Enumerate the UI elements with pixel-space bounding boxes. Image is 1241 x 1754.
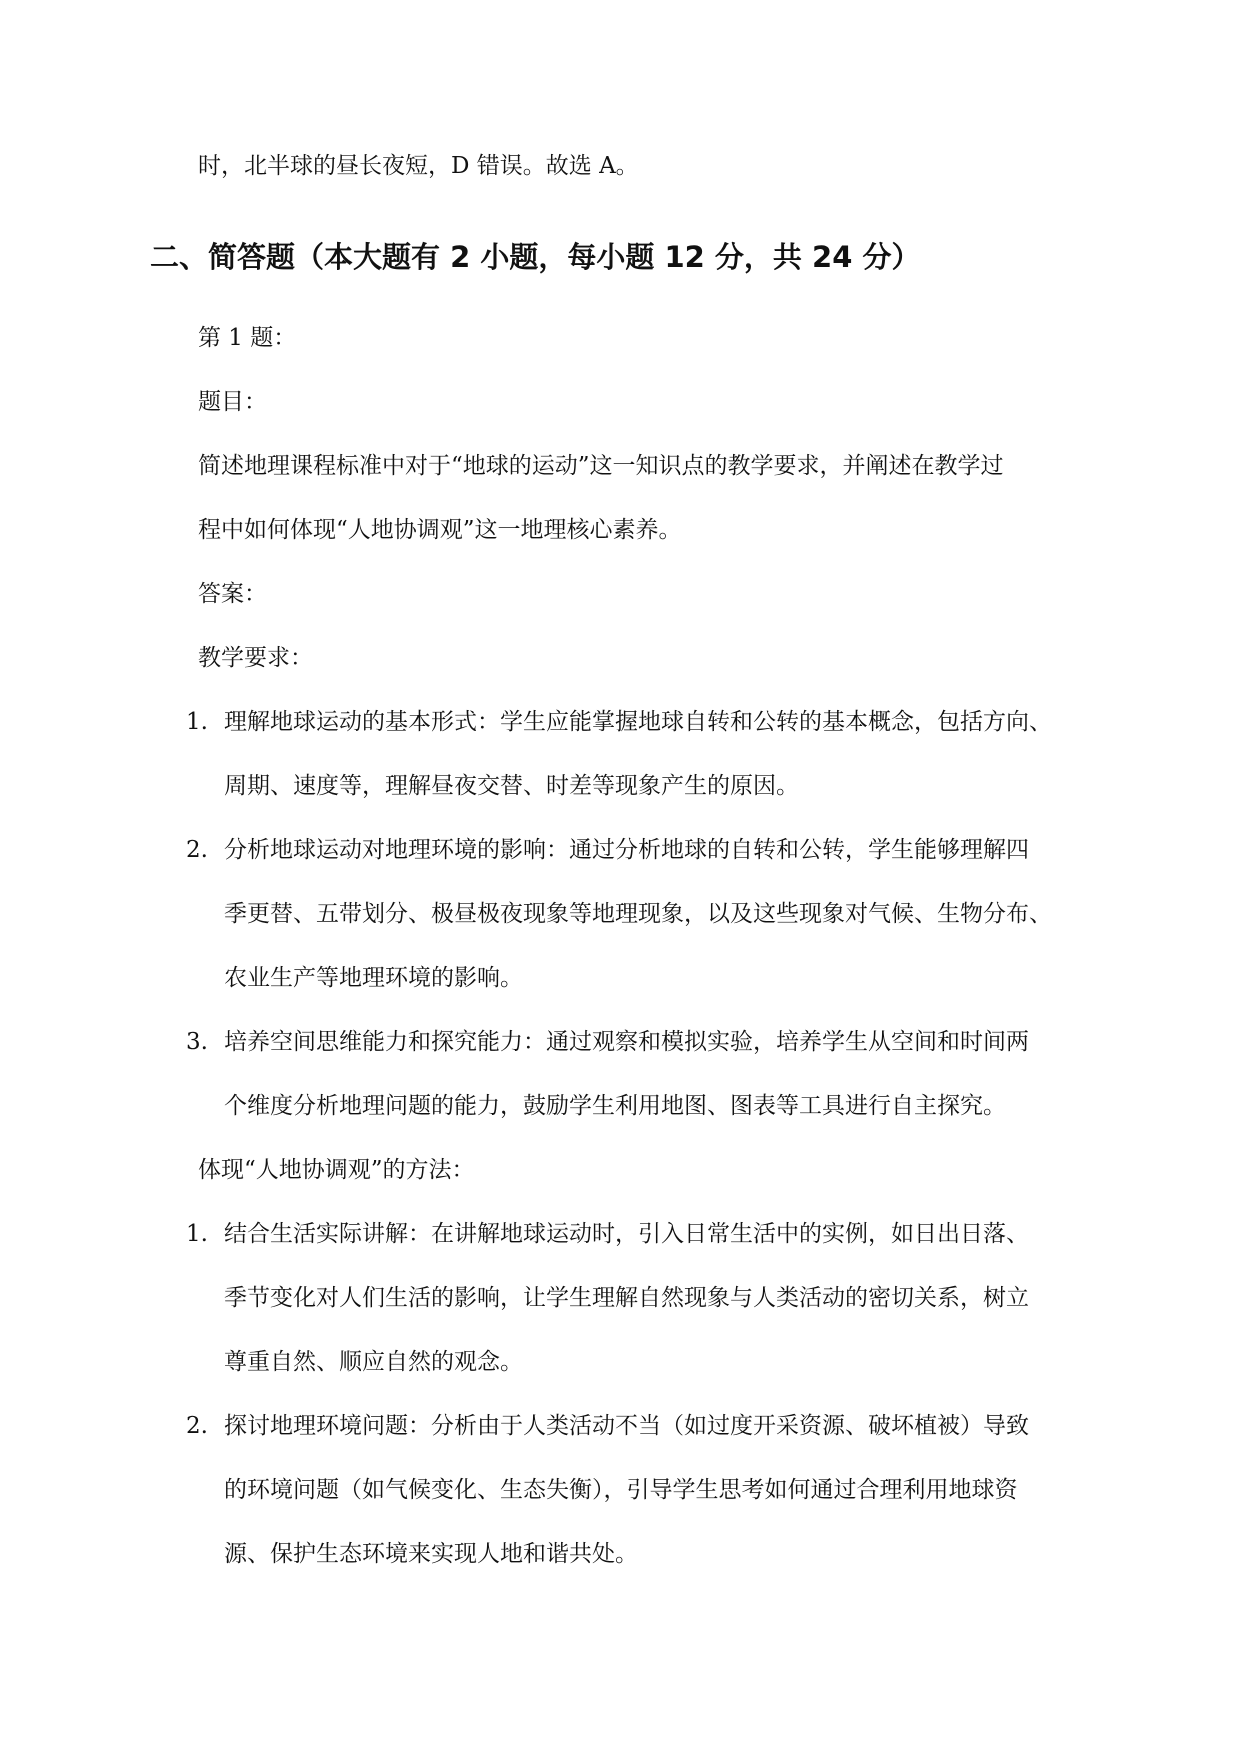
- answer-label: 答案：: [198, 581, 267, 607]
- topic-label: 题目：: [198, 389, 267, 415]
- list-item-line: 季节变化对人们生活的影响，让学生理解自然现象与人类活动的密切关系，树立: [224, 1285, 1029, 1311]
- list-item-line: 农业生产等地理环境的影响。: [224, 965, 523, 991]
- list-number: 3.: [186, 1029, 208, 1055]
- list-number: 2.: [186, 1413, 208, 1439]
- question-number: 第 1 题：: [198, 325, 297, 351]
- section-title: 二、简答题（本大题有 2 小题，每小题 12 分，共 24 分）: [150, 240, 921, 274]
- list-item-line: 源、保护生态环境来实现人地和谐共处。: [224, 1541, 638, 1567]
- methods-label: 体现“人地协调观”的方法：: [198, 1157, 475, 1183]
- list-item-line: 理解地球运动的基本形式：学生应能掌握地球自转和公转的基本概念，包括方向、: [224, 709, 1052, 735]
- list-item-line: 周期、速度等，理解昼夜交替、时差等现象产生的原因。: [224, 773, 799, 799]
- continuation-text: 时，北半球的昼长夜短，D 错误。故选 A。: [198, 153, 639, 179]
- requirements-label: 教学要求：: [198, 645, 313, 671]
- topic-line: 程中如何体现“人地协调观”这一地理核心素养。: [198, 517, 682, 543]
- list-item-line: 个维度分析地理问题的能力，鼓励学生利用地图、图表等工具进行自主探究。: [224, 1093, 1006, 1119]
- list-number: 1.: [186, 1221, 208, 1247]
- topic-line: 简述地理课程标准中对于“地球的运动”这一知识点的教学要求，并阐述在教学过: [198, 453, 1004, 479]
- list-item-line: 分析地球运动对地理环境的影响：通过分析地球的自转和公转，学生能够理解四: [224, 837, 1029, 863]
- list-item-line: 结合生活实际讲解：在讲解地球运动时，引入日常生活中的实例，如日出日落、: [224, 1221, 1029, 1247]
- list-item-line: 尊重自然、顺应自然的观念。: [224, 1349, 523, 1375]
- list-item-line: 的环境问题（如气候变化、生态失衡），引导学生思考如何通过合理利用地球资: [224, 1477, 1018, 1503]
- list-item-line: 培养空间思维能力和探究能力：通过观察和模拟实验，培养学生从空间和时间两: [224, 1029, 1029, 1055]
- list-item-line: 季更替、五带划分、极昼极夜现象等地理现象，以及这些现象对气候、生物分布、: [224, 901, 1052, 927]
- list-item-line: 探讨地理环境问题：分析由于人类活动不当（如过度开采资源、破坏植被）导致: [224, 1413, 1029, 1439]
- list-number: 2.: [186, 837, 208, 863]
- list-number: 1.: [186, 709, 208, 735]
